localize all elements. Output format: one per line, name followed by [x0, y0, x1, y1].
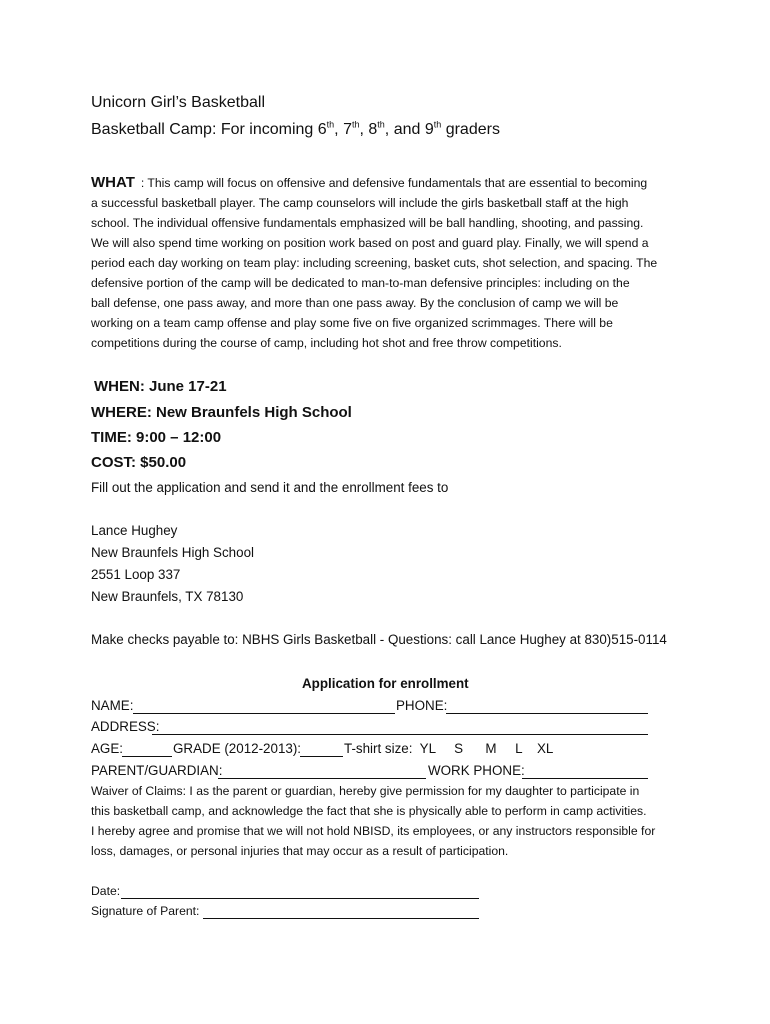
age-field-line[interactable]	[122, 756, 172, 757]
contact-city: New Braunfels, TX 78130	[91, 589, 244, 604]
name-label: NAME:	[91, 698, 134, 713]
what-line-5: period each day working on team play: including screening, basket cuts, shot selection, and spacing. The	[91, 256, 658, 270]
what-line-9: competitions during the course of camp, including hot shot and free throw competitions.	[91, 336, 562, 350]
time-heading: TIME: 9:00 – 12:00	[91, 429, 222, 446]
what-line-7: ball defense, one pass away, and more than one pass away. By the conclusion of camp we will be	[91, 296, 619, 310]
address-field-line[interactable]	[152, 734, 648, 735]
subtitle-text-1: Basketball Camp: For incoming 6	[91, 121, 327, 138]
contact-street: 2551 Loop 337	[91, 567, 181, 582]
grade-label: GRADE (2012-2013):	[173, 741, 302, 756]
what-line-2: a successful basketball player. The camp counselors will include the girls basketball staff at the high	[91, 196, 629, 210]
what-line-4: We will also spend time working on position work based on post and guard play. Finally, we will spend a	[91, 236, 649, 250]
document-subtitle	[91, 121, 500, 139]
what-line-1	[91, 173, 683, 193]
work-phone-field-line[interactable]	[522, 778, 648, 779]
what-line-6: defensive portion of the camp will be dedicated to man-to-man defensive principles: including on the	[91, 276, 630, 290]
document-title: Unicorn Girl’s Basketball	[91, 94, 265, 111]
waiver-line-4: loss, damages, or personal injuries that may occur as a result of participation.	[91, 844, 509, 858]
phone-field-line[interactable]	[446, 713, 648, 714]
waiver-line-3: I hereby agree and promise that we will not hold NBISD, its employees, or any instructors responsible for	[91, 824, 656, 838]
tshirt-size-options: T-shirt size: YL S M L XL	[344, 741, 554, 756]
waiver-line-2: this basketball camp, and acknowledge the fact that she is physically able to perform in camp activities.	[91, 804, 647, 818]
subtitle-text-5: graders	[441, 121, 500, 138]
instructions-text: Fill out the application and send it and the enrollment fees to	[91, 480, 449, 495]
contact-name: Lance Hughey	[91, 523, 178, 538]
checks-payable-line: Make checks payable to: NBHS Girls Basketball - Questions: call Lance Hughey at 830)515-0114	[91, 632, 667, 647]
subtitle-text-3: , 8	[359, 121, 378, 138]
address-label: ADDRESS:	[91, 719, 160, 734]
age-label: AGE:	[91, 741, 123, 756]
date-field-line[interactable]	[121, 898, 479, 899]
work-phone-label: WORK PHONE:	[428, 763, 525, 778]
name-field-line[interactable]	[133, 713, 395, 714]
application-heading: Application for enrollment	[302, 676, 469, 691]
superscript-th-4: th	[433, 119, 442, 130]
parent-field-line[interactable]	[218, 778, 426, 779]
superscript-th-2: th	[351, 119, 360, 130]
where-heading: WHERE: New Braunfels High School	[91, 404, 352, 421]
superscript-th-1: th	[326, 119, 335, 130]
waiver-line-1: Waiver of Claims: I as the parent or guardian, hereby give permission for my daughter to participate in	[91, 784, 640, 798]
grade-field-line[interactable]	[300, 756, 343, 757]
parent-label: PARENT/GUARDIAN:	[91, 763, 223, 778]
signature-field-line[interactable]	[203, 918, 479, 919]
what-line-1-text: : This camp will focus on offensive and defensive fundamentals that are essential to becoming	[140, 176, 648, 190]
phone-label: PHONE:	[396, 698, 448, 713]
subtitle-text-2: , 7	[334, 121, 352, 138]
signature-label: Signature of Parent:	[91, 904, 200, 918]
when-heading: WHEN: June 17-21	[94, 378, 227, 395]
superscript-th-3: th	[377, 119, 385, 130]
what-label: WHAT	[91, 174, 135, 191]
contact-org: New Braunfels High School	[91, 545, 255, 560]
what-line-3: school. The individual offensive fundamentals emphasized will be ball handling, shooting, and passing.	[91, 216, 644, 230]
date-label: Date:	[91, 884, 121, 898]
what-line-8: working on a team camp offense and play some five on five organized scrimmages. There will be	[91, 316, 613, 330]
what-paragraph	[91, 173, 683, 353]
subtitle-text-4: , and 9	[384, 121, 434, 138]
cost-heading: COST: $50.00	[91, 454, 187, 471]
